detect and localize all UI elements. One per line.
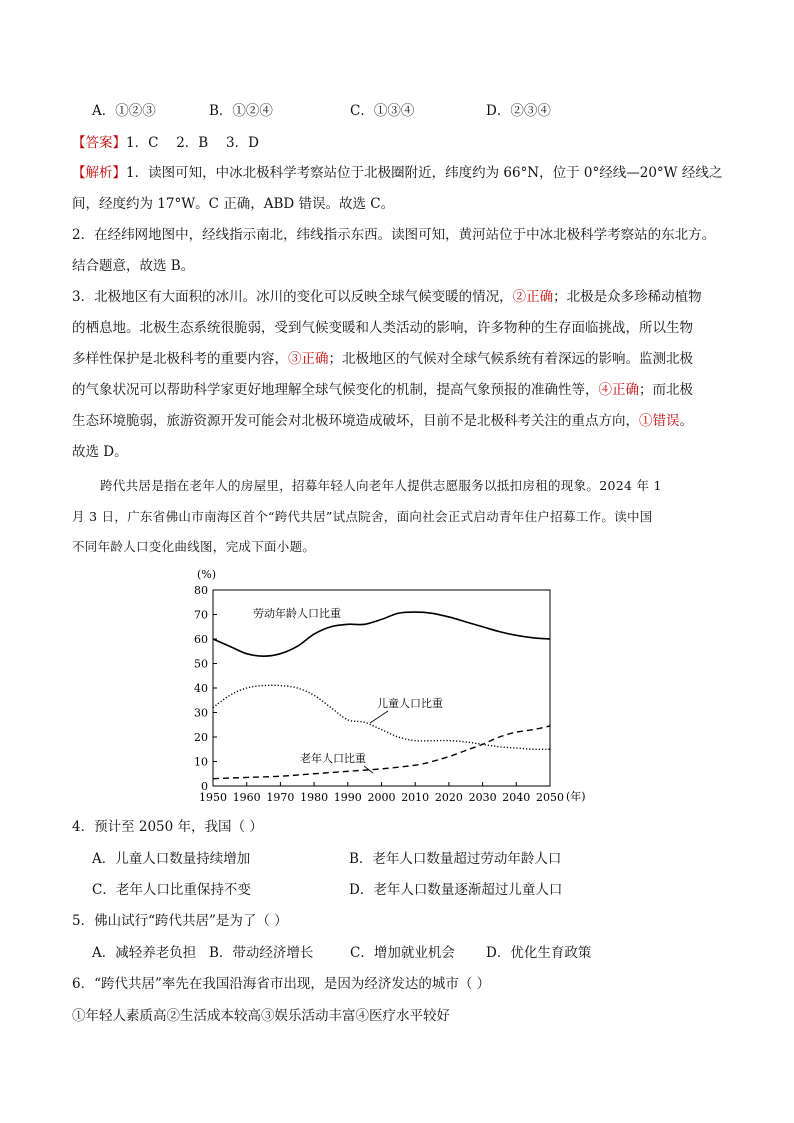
chart-series (213, 612, 550, 779)
x-tick-label: 1970 (266, 791, 295, 804)
y-tick-label: 50 (194, 657, 208, 671)
analysis-p3-l4 (72, 381, 693, 399)
intro-line-1: 跨代共居是指在老年人的房屋里，招募年轻人向老年人提供志愿服务以抵扣房租的现象。2024 年 1 (100, 478, 662, 493)
analysis-p3-l5a: 生态环境脆弱，旅游资源开发可能会对北极环境造成破坏，目前不是北极科考关注的重点方向， (72, 413, 639, 429)
analysis-label: 【解析】 (72, 165, 126, 181)
analysis-p1-l2: 间，经度约为 17°W。C 正确，ABD 错误。故选 C。 (72, 196, 395, 212)
y-tick-label: 20 (194, 731, 208, 744)
y-tick-label: 60 (194, 633, 208, 646)
chart-ylabel: (%) (197, 568, 217, 581)
label-working-age: 劳动年龄人口比重 (253, 607, 341, 620)
y-tick-label: 30 (194, 706, 208, 720)
analysis-p3-l3b: ③正确 (288, 351, 329, 367)
label-child: 儿童人口比重 (377, 697, 443, 710)
analysis-line-1 (72, 164, 722, 182)
q4-option-d: D．老年人口数量逐渐超过儿童人口 (349, 882, 563, 898)
q5-option-a: A．减轻养老负担 (92, 945, 197, 961)
x-tick-label: 2000 (367, 791, 396, 804)
prev-option-b: B．①②④ (209, 103, 273, 119)
analysis-p3-l6: 故选 D。 (72, 444, 128, 460)
analysis-p2-l1: 2．在经纬网地图中，经线指示南北，纬线指示东西。读图可知，黄河站位于中冰北极科学考察站的东北方。 (72, 227, 716, 243)
answer-label: 【答案】 (72, 135, 126, 151)
q4-option-a: A．儿童人口数量持续增加 (92, 851, 251, 867)
q4-option-b: B．老年人口数量超过劳动年龄人口 (349, 851, 562, 867)
label-elderly: 老年人口比重 (300, 752, 366, 765)
analysis-p3-l3a: 多样性保护是北极科考的重要内容， (72, 351, 288, 367)
q5-option-b: B．带动经济增长 (209, 945, 314, 961)
analysis-p3-l5 (72, 412, 693, 430)
analysis-p3-l3 (72, 350, 693, 368)
analysis-p3-l1b: ②正确 (512, 289, 554, 305)
y-tick-label: 70 (194, 608, 208, 622)
x-tick-label: 1960 (232, 791, 261, 804)
prev-option-d: D．②③④ (486, 103, 551, 119)
y-tick-label: 0 (201, 780, 208, 793)
analysis-p2-l2: 结合题意，故选 B。 (72, 258, 195, 274)
analysis-p3-l1c: ；北极是众多珍稀动植物 (553, 289, 702, 305)
population-line-chart (0, 560, 794, 810)
series-elderly-line (213, 726, 550, 779)
series-child-line (213, 685, 550, 749)
q5-option-d: D．优化生育政策 (486, 945, 592, 961)
q4-option-c: C．老年人口比重保持不变 (92, 882, 251, 898)
analysis-p3-l3c: ；北极地区的气候对全球气候系统有着深远的影响。监测北极 (328, 351, 693, 367)
intro-line-3: 不同年龄人口变化曲线图，完成下面小题。 (72, 539, 316, 554)
q6-stem: 6．“跨代共居”率先在我国沿海省市出现，是因为经济发达的城市（ ） (72, 976, 491, 992)
analysis-p3-l4b: ④正确 (598, 382, 639, 398)
answer-text: 1．C 2．B 3．D (126, 135, 259, 151)
y-axis-ticks (194, 584, 217, 793)
x-tick-label: 2020 (434, 791, 463, 804)
x-tick-label: 1990 (333, 791, 362, 804)
x-tick-label: 1950 (199, 791, 227, 804)
analysis-p3-l5b: ①错误 (639, 413, 680, 429)
prev-option-c: C．①③④ (350, 103, 415, 119)
x-axis-ticks (199, 782, 564, 804)
analysis-p3-l2: 的栖息地。北极生态系统很脆弱，受到气候变暖和人类活动的影响，许多物种的生存面临挑战，所以生物 (72, 320, 693, 336)
q6-options: ①年轻人素质高②生活成本较高③娱乐活动丰富④医疗水平较好 (72, 1008, 450, 1024)
analysis-p3-l5c: 。 (679, 413, 693, 429)
chart-xlabel: (年) (566, 790, 586, 803)
answer-line (72, 134, 259, 152)
q4-stem: 4．预计至 2050 年，我国（ ） (72, 819, 263, 835)
intro-line-2: 月 3 日，广东省佛山市南海区首个“跨代共居”试点院舍，面向社会正式启动青年住户招募工作。读中国 (72, 509, 653, 524)
y-tick-label: 40 (194, 682, 208, 695)
y-tick-label: 10 (194, 755, 208, 769)
analysis-p3-l4c: ；而北极 (639, 382, 693, 398)
q5-stem: 5．佛山试行“跨代共居”是为了（ ） (72, 913, 288, 929)
x-tick-label: 1980 (300, 791, 329, 804)
x-tick-label: 2040 (502, 791, 531, 804)
q5-option-c: C．增加就业机会 (350, 945, 455, 961)
x-tick-label: 2050 (536, 791, 564, 804)
x-tick-label: 2030 (468, 791, 497, 804)
x-tick-label: 2010 (401, 791, 430, 804)
analysis-p1-l1: 1．读图可知，中冰北极科学考察站位于北极圈附近，纬度约为 66°N，位于 0°经线—20°W 经线之 (126, 165, 723, 181)
analysis-p3-l1 (72, 288, 702, 306)
leader-child (370, 711, 388, 723)
y-tick-label: 80 (194, 584, 208, 597)
prev-option-a: A．①②③ (92, 103, 156, 119)
analysis-p3-l4a: 的气象状况可以帮助科学家更好地理解全球气候变化的机制，提高气象预报的准确性等， (72, 382, 599, 398)
analysis-p3-l1a: 3．北极地区有大面积的冰川。冰川的变化可以反映全球气候变暖的情况， (72, 289, 513, 305)
